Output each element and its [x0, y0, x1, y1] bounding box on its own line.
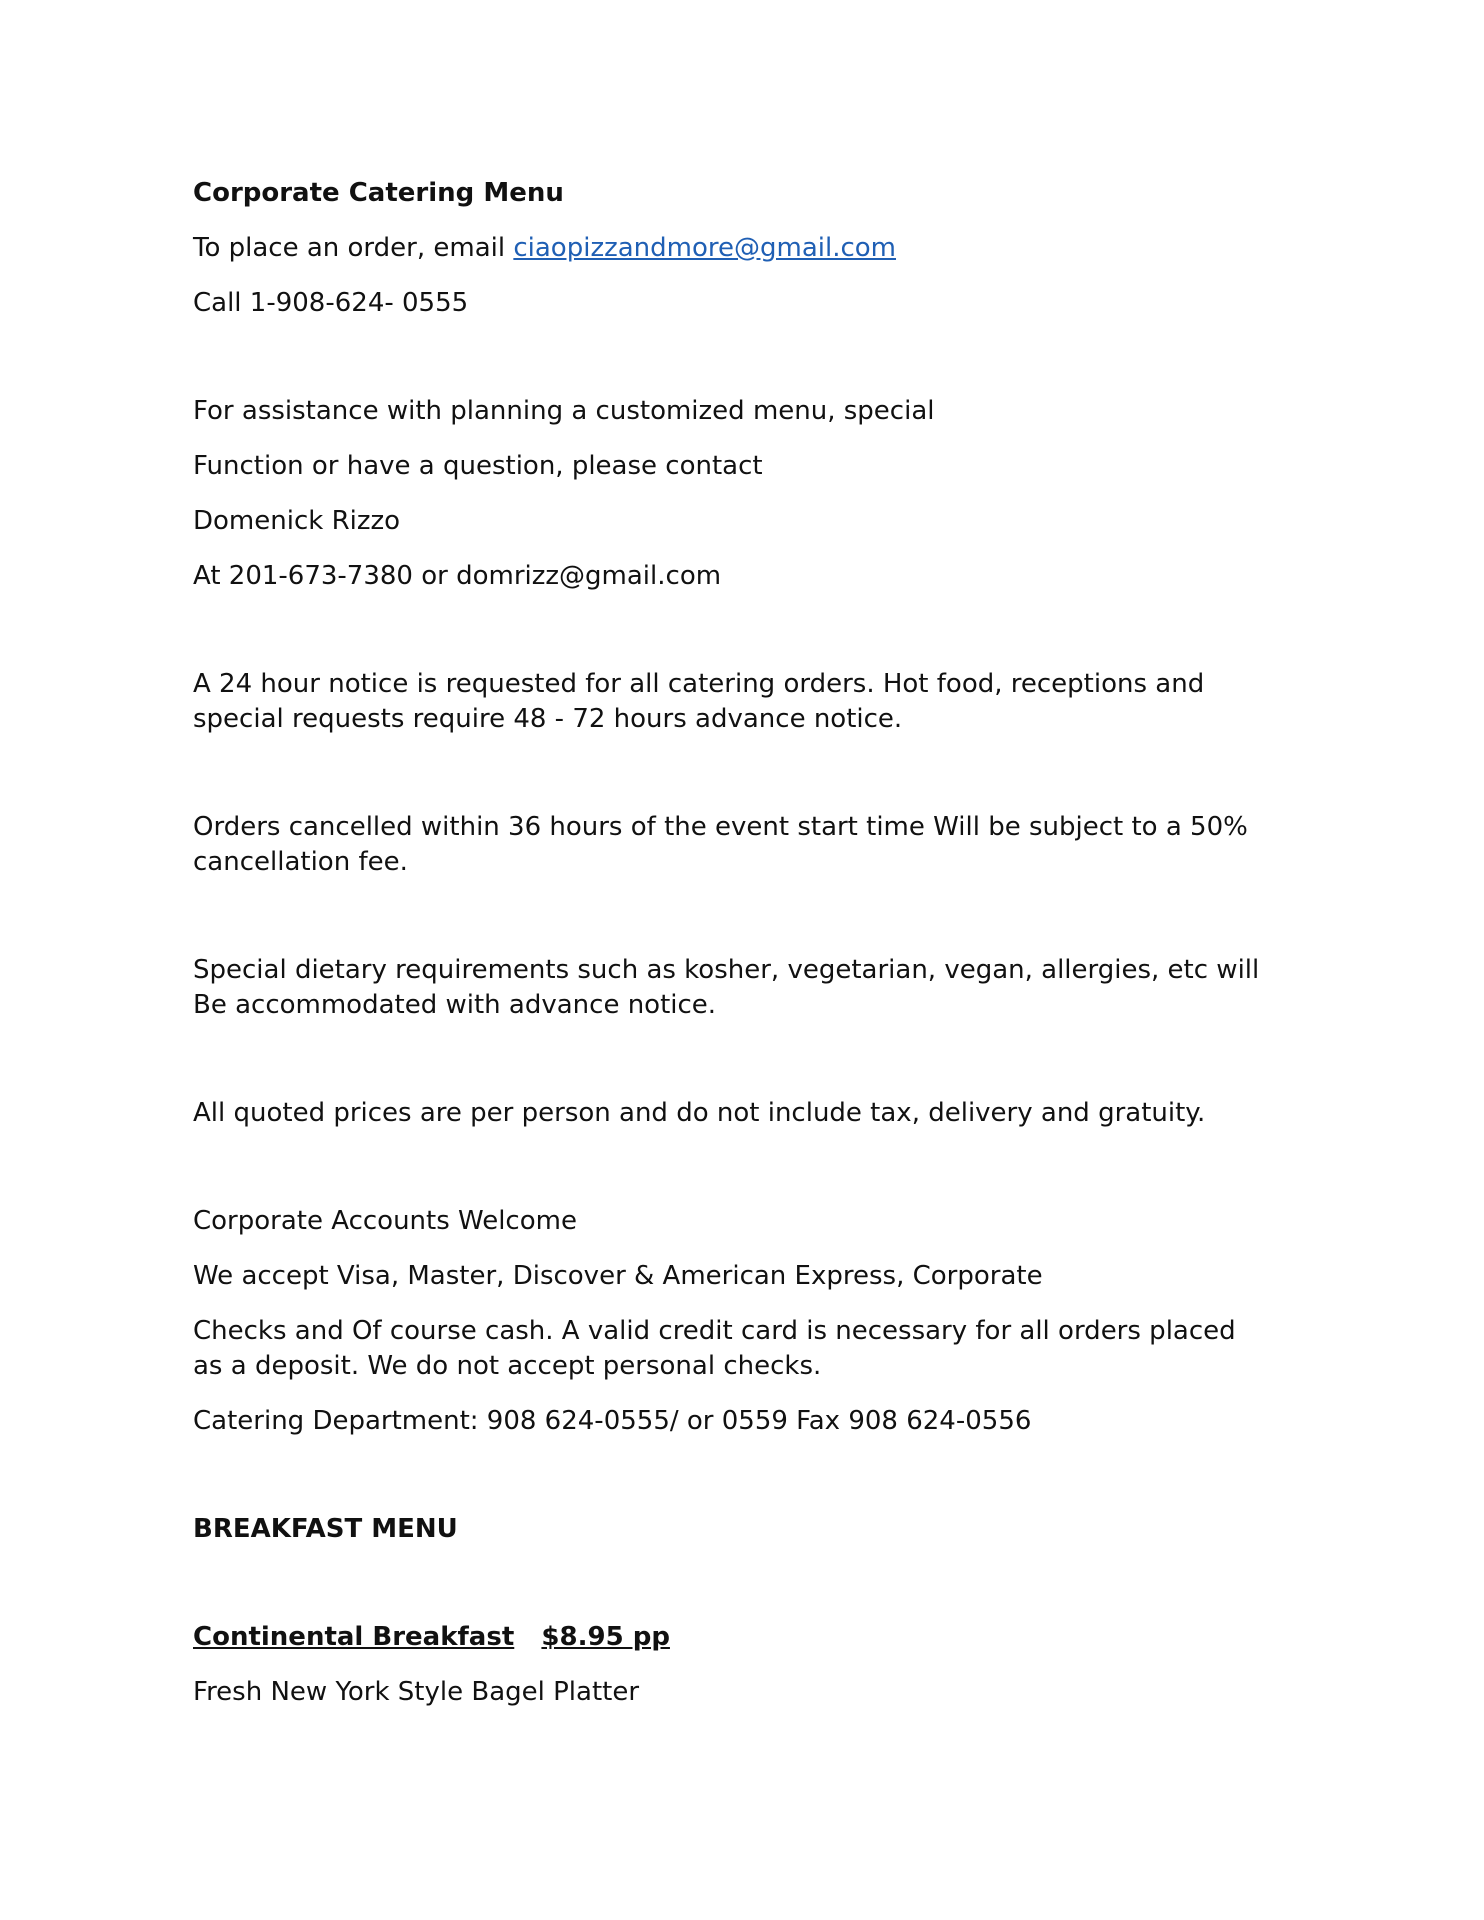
accounts-line: Corporate Accounts Welcome: [193, 1206, 577, 1236]
checks-line-1: Checks and Of course cash. A valid credit card is necessary for all orders placed: [193, 1316, 1236, 1346]
department-line: Catering Department: 908 624-0555/ or 0559 Fax 908 624-0556: [193, 1406, 1032, 1436]
diet-line-1: Special dietary requirements such as kosher, vegetarian, vegan, allergies, etc will: [193, 955, 1260, 985]
document-title: Corporate Catering Menu: [193, 178, 564, 208]
notice-line-1: A 24 hour notice is requested for all catering orders. Hot food, receptions and: [193, 669, 1205, 699]
contact-details: At 201-673-7380 or domrizz@gmail.com: [193, 561, 722, 591]
prices-note: All quoted prices are per person and do not include tax, delivery and gratuity.: [193, 1098, 1206, 1128]
contact-name: Domenick Rizzo: [193, 506, 401, 536]
checks-line-2: as a deposit. We do not accept personal checks.: [193, 1351, 822, 1381]
accept-line: We accept Visa, Master, Discover & American Express, Corporate: [193, 1261, 1043, 1291]
document-page: [193, 176, 1303, 1710]
notice-line-2: special requests require 48 - 72 hours advance notice.: [193, 704, 903, 734]
continental-name: Continental Breakfast: [193, 1622, 515, 1652]
bagel-platter-item: Fresh New York Style Bagel Platter: [193, 1677, 640, 1707]
cancel-line-2: cancellation fee.: [193, 847, 408, 877]
order-email-link[interactable]: ciaopizzandmore@gmail.com: [513, 233, 897, 263]
assist-line-1: For assistance with planning a customized menu, special: [193, 396, 935, 426]
breakfast-heading: BREAKFAST MENU: [193, 1514, 458, 1544]
call-line: Call 1-908-624- 0555: [193, 288, 469, 318]
cancel-line-1: Orders cancelled within 36 hours of the event start time Will be subject to a 50%: [193, 812, 1248, 842]
continental-price: $8.95 pp: [541, 1622, 670, 1652]
order-email-line: [193, 231, 1303, 266]
assist-line-2: Function or have a question, please contact: [193, 451, 763, 481]
order-email-prefix: To place an order, email: [193, 233, 514, 263]
continental-heading: [193, 1620, 1303, 1655]
diet-line-2: Be accommodated with advance notice.: [193, 990, 717, 1020]
